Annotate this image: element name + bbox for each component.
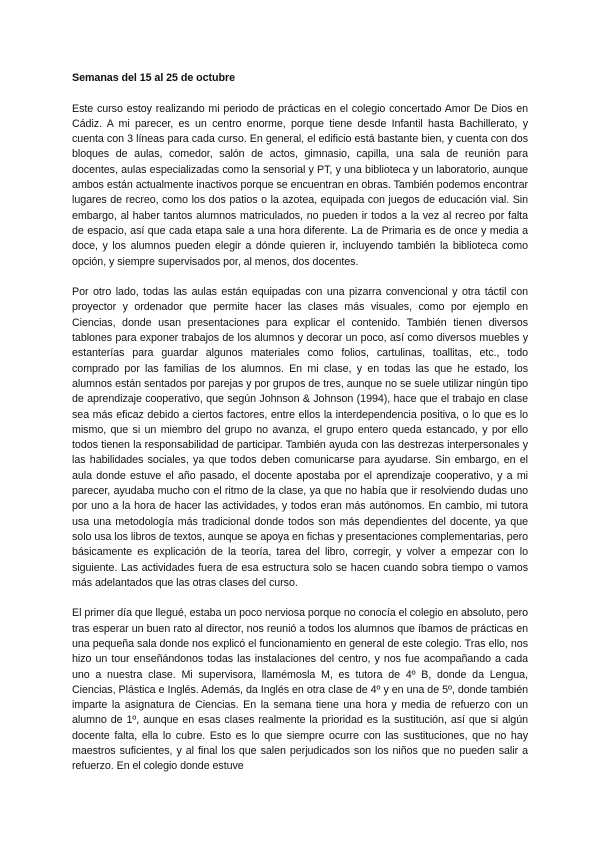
document-title: Semanas del 15 al 25 de octubre xyxy=(72,72,235,84)
paragraph-first-day: El primer día que llegué, estaba un poco nerviosa porque no conocía el colegio en absoluto, pero tras esperar un buen rato al director, nos reunió a todos los alumnos que íbamos de prácticas en una pequeña sala donde nos explicó el funcionamiento en general de este colegio. Tras ello, nos hizo un tour enseñándonos todas las instalaciones del centro, y nos fue acompañando a cada uno a nuestra clase. Mi supervisora, llamémosla M, es tutora de 4º B, donde da Lengua, Ciencias, Plástica e Inglés. Además, da Inglés en otra clase de 4º y en una de 5º, donde también imparte la asignatura de Ciencias. En la semana tiene una hora y media de refuerzo con un alumno de 1º, aunque en esas clases realmente la prioridad es la sustitución, así que si algún docente falta, ella lo cubre. Esto es lo que siempre ocurre con las sustituciones, que no hay maestros suficientes, y al final los que salen perjudicados son los niños que no pueden salir a refuerzo. En el colegio donde estuve xyxy=(72,607,528,773)
paragraph-facilities: Este curso estoy realizando mi periodo de prácticas en el colegio concertado Amor De Dios en Cádiz. A mi parecer, es un centro enorme, porque tiene desde Infantil hasta Bachillerato, y cuenta con 3 líneas para cada curso. En general, el edificio está bastante bien, y cuenta con dos bloques de aulas, comedor, salón de actos, gimnasio, capilla, una sala de reunión para docentes, aulas especializadas como la sensorial y PT, y una biblioteca y un laboratorio, aunque ambos están actualmente inactivos porque se encuentran en obras. También podemos encontrar lugares de recreo, como los dos patios o la azotea, equipada con juegos de educación vial. Sin embargo, al haber tantos alumnos matriculados, no pueden ir todos a la vez al recreo por falta de espacio, así que cada etapa sale a una hora diferente. La de Primaria es de once y media a doce, y los alumnos pueden elegir a dónde quieren ir, incluyendo también la biblioteca como opción, y siempre supervisados por, al menos, dos docentes. xyxy=(72,102,528,268)
paragraph-classrooms: Por otro lado, todas las aulas están equipadas con una pizarra convencional y otra táctil con proyector y ordenador que permite hacer las clases más visuales, como por ejemplo en Ciencias, donde usan presentaciones para explicar el contenido. También tienen diversos tablones para exponer trabajos de los alumnos y decorar un poco, así como diversos muebles y estanterías para guardar algunos materiales como folios, cartulinas, toallitas, etc., todo comprado por las familias de los alumnos. En mi clase, y en todas las que he estado, los alumnos están sentados por parejas y por grupos de tres, aunque no se suele utilizar ningún tipo de aprendizaje cooperativo, que según Johnson & Johnson (1994), hace que el trabajo en clase sea más eficaz debido a ciertos factores, entre ellos la interdependencia positiva, o lo que es lo mismo, que si un miembro del grupo no avanza, el grupo entero queda estancado, y por ello todos tienen la responsabilidad de participar. También ayuda con las destrezas interpersonales y las habilidades sociales, ya que todos deben comunicarse para ayudarse. Sin embargo, en el aula donde estuve el año pasado, el docente apostaba por el aprendizaje cooperativo, y a mi parecer, ayudaba mucho con el ritmo de la clase, ya que no había que ir resolviendo dudas uno por uno a la hora de hacer las actividades, y todos eran más autónomos. En cambio, mi tutora usa una metodología más tradicional donde todos son más dependientes del docente, ya que solo usa los libros de textos, aunque se apoya en fichas y presentaciones complementarias, pero básicamente es explicación de la teoría, tarea del libro, corregir, y volver a empezar con lo siguiente. Las actividades fuera de esa estructura solo se hacen cuando sobra tiempo o vamos más adelantados que las otras clases del curso. xyxy=(72,286,528,589)
document-body xyxy=(72,71,528,790)
